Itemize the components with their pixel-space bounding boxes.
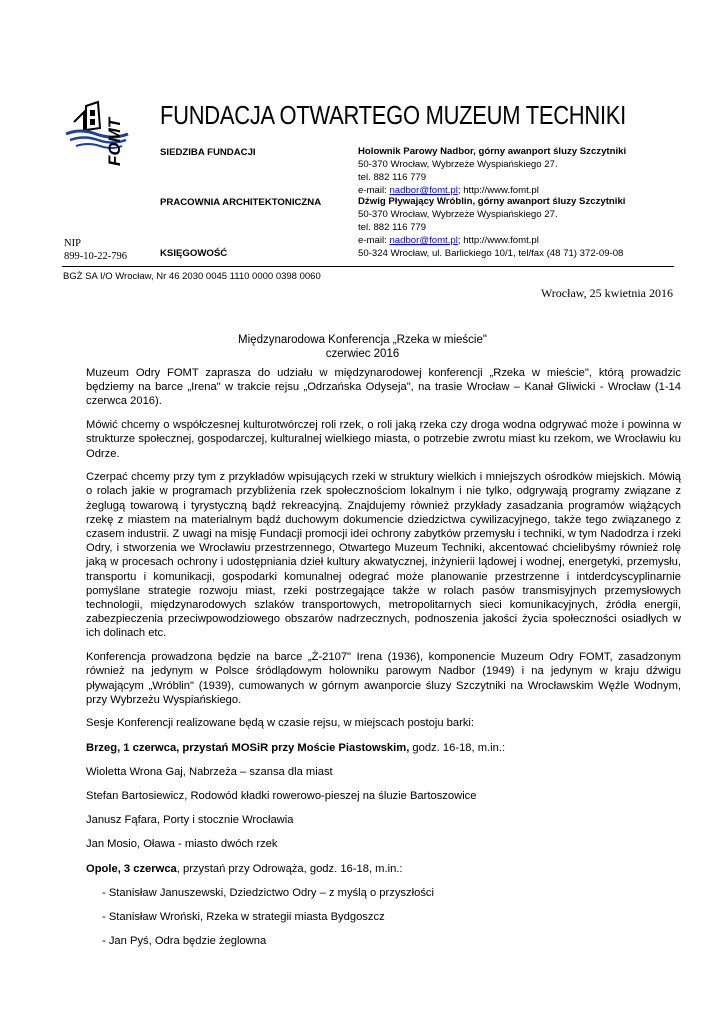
foundation-title: FUNDACJA OTWARTEGO MUZEUM TECHNIKI (160, 102, 626, 130)
siedziba-street: 50-370 Wrocław, Wybrzeże Wyspiańskiego 27. (358, 159, 558, 170)
ksiegowosc-label: KSIĘGOWOŚĆ (160, 248, 228, 259)
letter-date: Wrocław, 25 kwietnia 2016 (540, 286, 673, 300)
logo-text: FOMT (105, 117, 124, 166)
fomt-logo (62, 98, 132, 170)
speaker-item: - Jan Pyś, Odra będzie żeglowna (102, 935, 267, 948)
speaker-item: Stefan Bartosiewicz, Rodowód kładki rowerowo-pieszej na śluzie Bartoszowice (86, 790, 477, 803)
paragraph-role: Mówić chcemy o współczesnej kulturotwórczej roli rzek, o roli jaką rzeka czy droga wodna odgrywać może i powinna w strukturze społecznej, gospodarczej, kulturalnej wielkiego miasta, o potrzebie zwrotu miast ku rzekom, we Wrocławiu ku Odrze. (86, 419, 681, 460)
paragraph-examples: Czerpać chcemy przy tym z przykładów wpisujących rzeki w struktury wielkich i mniejszych ośrodków miejskich. Mówią o rolach jakie w programach przybliżenia rzek społecznościom lokalnym i nie tylko, odgrywają programy związane z żeglugą towarową i tyrystyczną bądź rekreacyjną. Znajdujemy również przykłady zasadzania programów wiążących rzekę z miastem na materialnym bądź duchowym dokumencie dziedzictwa cywilizacyjnego, także tego związanego z czasem industrii. Z uwagi na misję Fundacji promocji idei ochrony zabytków przemysłu i techniki, w tym Nadodrza i rzeki Odry, i stworzenia we Wrocławiu przestrzennego, Otwartego Muzeum Techniki, akcentować chcielibyśmy również rolę jaką w procesach ochrony i udostępniania dzieł kultury akwatycznej, inżynierii lądowej i wodnej, energetyki, przemysłu, transportu i komunikacji, gospodarki komunalnej odegrać może planowanie przestrzenne i intderdcyscyplinarnie pomyślane strategie rozwoju miast, rzeki postrzegające także w rolach pasów transmisyjnych przemysłowych technologii, międzynarodowych szlaków transportowych, metropolitarnych sieci komunikacyjnych, źródła energii, zabezpieczenia przeciwpowodziowego obszarów nadrzecznych, podnoszenia jakości życia społeczności osiadłych w ich dolinach etc. (86, 471, 681, 640)
email-prefix: e-mail: (358, 185, 390, 196)
session-brzeg (86, 741, 681, 755)
logo-window (90, 119, 95, 125)
letter-body (86, 366, 681, 959)
siedziba-address (358, 145, 626, 197)
session-brzeg-place: Brzeg, 1 czerwca, przystań MOSiR przy Moście Piastowskim, (86, 741, 410, 754)
pracownia-name: Dźwig Pływający Wróblin, górny awanport śluzy Szczytniki (358, 196, 626, 207)
speaker-item: Janusz Fąfara, Porty i stocznie Wrocławia (86, 814, 294, 827)
logo-window (90, 110, 95, 116)
ksiegowosc-address: 50-324 Wrocław, ul. Barlickiego 10/1, tel/fax (48 71) 372-09-08 (358, 248, 624, 259)
pracownia-label: PRACOWNIA ARCHITEKTONICZNA (160, 197, 322, 208)
siedziba-web: ; http://www.fomt.pl (457, 185, 539, 196)
session-opole-time: , przystań przy Odrowąża, godz. 16-18, m.in.: (176, 862, 403, 875)
nip-value: 899-10-22-796 (64, 251, 127, 262)
speaker-item: Jan Mosio, Oława - miasto dwóch rzek (86, 838, 278, 851)
paragraph-intro: Muzeum Odry FOMT zaprasza do udziału w międzynarodowej konferencji „Rzeka w mieście", którą prowadzic będziemy na barce „Irena" w trakcie rejsu „Odrzańska Odyseja", na trasie Wrocław – Kanał Gliwicki - Wrocław (1-14 czerwca 2016). (86, 367, 681, 408)
email-prefix: e-mail: (358, 235, 390, 246)
pracownia-email-link[interactable]: nadbor@fomt.pl (389, 235, 458, 246)
bank-account: BGŻ SA I/O Wrocław, Nr 46 2030 0045 1110 0000 0398 0060 (63, 271, 321, 282)
siedziba-name: Holownik Parowy Nadbor, górny awanport śluzy Szczytniki (358, 146, 627, 157)
session-opole (86, 862, 681, 876)
session-brzeg-time: godz. 16-18, m.in.: (409, 741, 506, 754)
pracownia-address (358, 195, 625, 247)
siedziba-email-link[interactable]: nadbor@fomt.pl (389, 185, 458, 196)
paragraph-sessions: Sesje Konferencji realizowane będą w czasie rejsu, w miejscach postoju barki: (86, 717, 475, 730)
conference-date: czerwiec 2016 (325, 348, 400, 360)
session-opole-place: Opole, 3 czerwca (86, 862, 177, 875)
siedziba-tel: tel. 882 116 779 (358, 172, 427, 183)
siedziba-label: SIEDZIBA FUNDACJI (160, 147, 256, 158)
pracownia-web: ; http://www.fomt.pl (457, 235, 539, 246)
speaker-item: - Stanisław Wroński, Rzeka w strategii miasta Bydgoszcz (102, 911, 385, 924)
pracownia-tel: tel. 882 116 779 (358, 222, 427, 233)
speaker-item: Wioletta Wrona Gaj, Nabrzeża – szansa dla miast (86, 765, 333, 778)
nip-label: NIP (64, 238, 81, 249)
header-divider (62, 266, 674, 267)
paragraph-venue: Konferencja prowadzona będzie na barce „Ż-2107" Irena (1936), komponencie Muzeum Odry FOMT, zasadzonym również na jedynym w Polsce śródlądowym holowniku parowym Nadbor (1949) i na jedynym w kraju dźwigu pływającym „Wróblin" (1939), cumowanych w górnym awanporcie śluzy Szczytniki na Wrocławskim Węźle Wodnym, przy Wybrzeżu Wyspiańskiego. (86, 651, 681, 706)
conference-title: Międzynarodowa Konferencja „Rzeka w mieście" (238, 334, 487, 346)
logo-hook (74, 112, 84, 132)
pracownia-street: 50-370 Wrocław, Wybrzeże Wyspiańskiego 27. (358, 209, 558, 220)
speaker-item: - Stanisław Januszewski, Dziedzictwo Odry – z myślą o przyszłości (102, 886, 434, 899)
